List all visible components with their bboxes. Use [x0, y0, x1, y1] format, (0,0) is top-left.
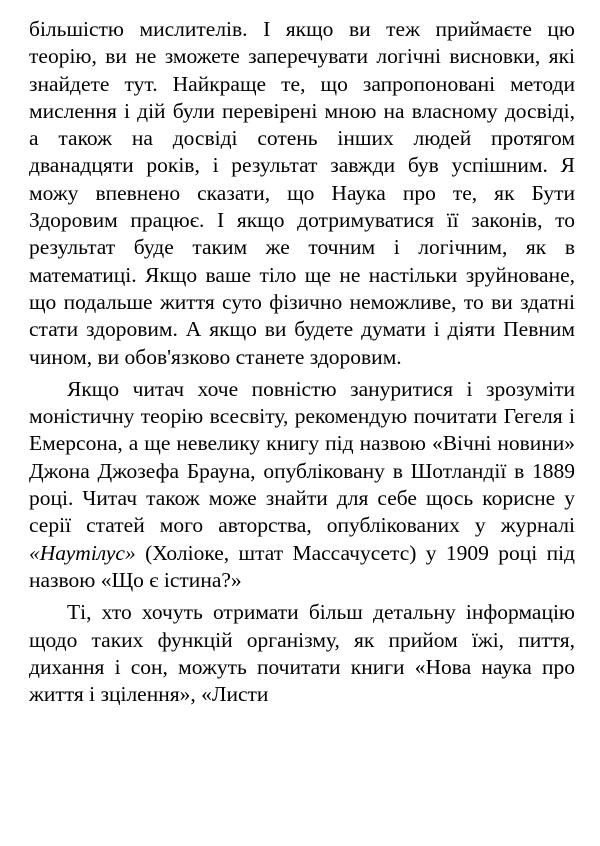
- paragraph-3: Ті, хто хочуть отримати більш детальну інформацію щодо таких функцій організму, як прийом їжі, пиття, дихання і сон, можуть почитати книги «Нова наука про життя і зцілення», «Листи: [29, 600, 575, 707]
- document-page: [29, 16, 575, 713]
- paragraph-2-text-start: Якщо читач хоче повністю зануритися і зрозуміти моністичну теорію всесвіту, рекомендую почитати Гегеля і Емерсона, а ще невелику книгу під назвою «Вічні новини» Джона Джозефа Брауна, опубліковану в Шотландії в 1889 році. Читач також може знайти для себе щось корисне у серії статей мого авторства, опублікованих у журналі: [29, 376, 575, 538]
- paragraph-2-text-end: (Холіоке, штат Массачусетс) у 1909 році під назвою «Що є істина?»: [29, 540, 575, 592]
- paragraph-1: більшістю мислителів. І якщо ви теж приймаєте цю теорію, ви не зможете заперечувати логічні висновки, які знайдете тут. Найкраще те, що запропоновані методи мислення і дій були перевірені мною на власному досвіді, а також на досвіді сотень інших людей протягом дванадцяти років, і результат завжди був успішним. Я можу впевнено сказати, що Наука про те, як Бути Здоровим працює. І якщо дотримуватися її законів, то результат буде таким же точним і логічним, як в математиці. Якщо ваше тіло ще не настільки зруйноване, що подальше життя суто фізично неможливе, то ви здатні стати здоровим. А якщо ви будете думати і діяти Певним чином, ви обов'язково станете здоровим.: [29, 17, 575, 369]
- journal-title-italic: «Наутілус»: [29, 540, 136, 565]
- paragraph-2: [29, 376, 575, 594]
